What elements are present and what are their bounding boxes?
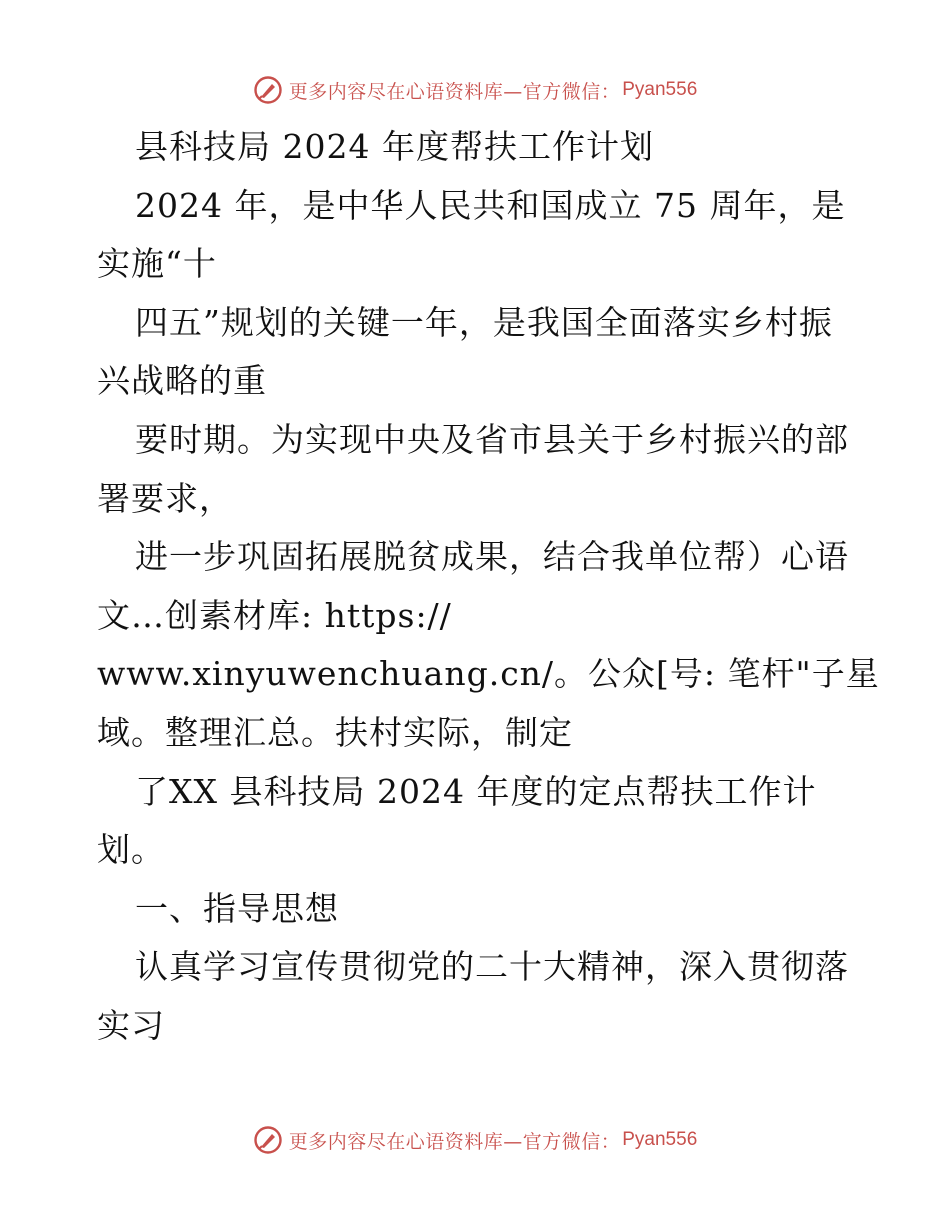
paragraph-line: 域。整理汇总。扶村实际，制定 xyxy=(97,712,573,752)
section-heading: 一、指导思想 xyxy=(135,888,339,928)
watermark-account: Pyan556 xyxy=(622,79,698,100)
quill-logo-icon xyxy=(253,75,283,105)
paragraph-line: 文…创素材库: https:// xyxy=(97,595,452,635)
header-watermark xyxy=(0,70,950,110)
paragraph-line: 要时期。为实现中央及省市县关于乡村振兴的部 xyxy=(135,419,849,459)
paragraph-line: 2024 年，是中华人民共和国成立 75 周年，是 xyxy=(135,185,846,225)
watermark-text: 更多内容尽在心语资料库—官方微信： xyxy=(288,80,621,103)
quill-logo-icon xyxy=(253,1125,283,1155)
paragraph-line: 认真学习宣传贯彻党的二十大精神，深入贯彻落 xyxy=(135,947,849,987)
watermark-account: Pyan556 xyxy=(622,1129,698,1150)
paragraph-line: 实施“十 xyxy=(97,244,217,284)
paragraph-line: 了XX 县科技局 2024 年度的定点帮扶工作计 xyxy=(135,771,817,811)
paragraph-line: 署要求， xyxy=(97,478,233,518)
paragraph-line: 实习 xyxy=(97,1005,165,1045)
paragraph-line: www.xinyuwenchuang.cn/。公众[号: 笔杆"子星 xyxy=(97,654,880,694)
watermark-text: 更多内容尽在心语资料库—官方微信： xyxy=(288,1130,621,1153)
paragraph-line: 四五”规划的关键一年，是我国全面落实乡村振 xyxy=(135,302,833,342)
footer-watermark xyxy=(0,1120,950,1160)
document-title: 县科技局 2024 年度帮扶工作计划 xyxy=(135,127,654,166)
document-body xyxy=(97,118,880,1056)
paragraph-line: 进一步巩固拓展脱贫成果，结合我单位帮）心语 xyxy=(135,537,849,577)
paragraph-line: 兴战略的重 xyxy=(97,361,267,401)
paragraph-line: 划。 xyxy=(97,830,165,870)
